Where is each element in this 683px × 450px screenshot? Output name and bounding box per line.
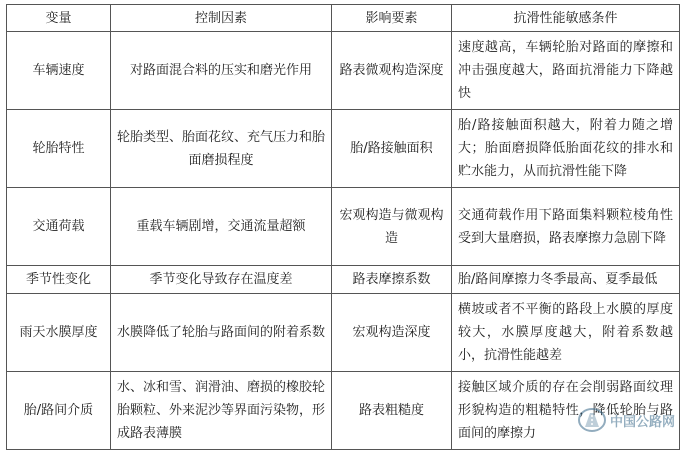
- cell-factor: 水、冰和雪、润滑油、磨损的橡胶轮胎颗粒、外来泥沙等界面污染物，形成路表薄膜: [111, 372, 332, 450]
- cell-variable: 胎/路间介质: [7, 372, 111, 450]
- cell-variable: 季节性变化: [7, 266, 111, 294]
- factor-table: [6, 4, 680, 450]
- cell-factor: 重载车辆剧增，交通流量超额: [111, 188, 332, 266]
- watermark: [547, 404, 675, 436]
- cell-element: 路表微观构造深度: [332, 32, 452, 110]
- table-row: [7, 266, 680, 294]
- table-row: [7, 188, 680, 266]
- cell-condition: 胎/路间摩擦力冬季最高、夏季最低: [452, 266, 680, 294]
- cell-element: 胎/路接触面积: [332, 110, 452, 188]
- header-variable: 变量: [7, 5, 111, 32]
- cell-variable: 交通荷载: [7, 188, 111, 266]
- header-factor: 控制因素: [111, 5, 332, 32]
- header-condition: 抗滑性能敏感条件: [452, 5, 680, 32]
- cell-variable: 轮胎特性: [7, 110, 111, 188]
- cell-element: 路表粗糙度: [332, 372, 452, 450]
- cell-variable: 车辆速度: [7, 32, 111, 110]
- cell-element: 宏观构造深度: [332, 294, 452, 372]
- cell-factor: 轮胎类型、胎面花纹、充气压力和胎面磨损程度: [111, 110, 332, 188]
- cell-factor: 水膜降低了轮胎与路面间的附着系数: [111, 294, 332, 372]
- cell-condition: 交通荷载作用下路面集料颗粒棱角性受到大量磨损，路表摩擦力急剧下降: [452, 188, 680, 266]
- cell-factor: 对路面混合料的压实和磨光作用: [111, 32, 332, 110]
- cell-condition: 速度越高，车辆轮胎对路面的摩擦和冲击强度越大，路面抗滑能力下降越快: [452, 32, 680, 110]
- cell-element: 宏观构造与微观构造: [332, 188, 452, 266]
- cell-element: 路表摩擦系数: [332, 266, 452, 294]
- cell-condition: 胎/路接触面积越大，附着力随之增大；胎面磨损降低胎面花纹的排水和贮水能力，从而抗滑性能下降: [452, 110, 680, 188]
- table-row: [7, 32, 680, 110]
- table-row: [7, 294, 680, 372]
- highway-logo-icon: [577, 407, 607, 433]
- table-header-row: [7, 5, 680, 32]
- watermark-text: 中国公路网: [609, 414, 675, 430]
- cell-variable: 雨天水膜厚度: [7, 294, 111, 372]
- header-element: 影响要素: [332, 5, 452, 32]
- cell-condition: 接触区域介质的存在会削弱路面纹理形貌构造的粗糙特性，降低轮胎与路面间的摩擦力: [452, 372, 680, 450]
- table-row: [7, 110, 680, 188]
- cell-condition: 横坡或者不平衡的路段上水膜的厚度较大，水膜厚度越大，附着系数越小，抗滑性能越差: [452, 294, 680, 372]
- cell-factor: 季节变化导致存在温度差: [111, 266, 332, 294]
